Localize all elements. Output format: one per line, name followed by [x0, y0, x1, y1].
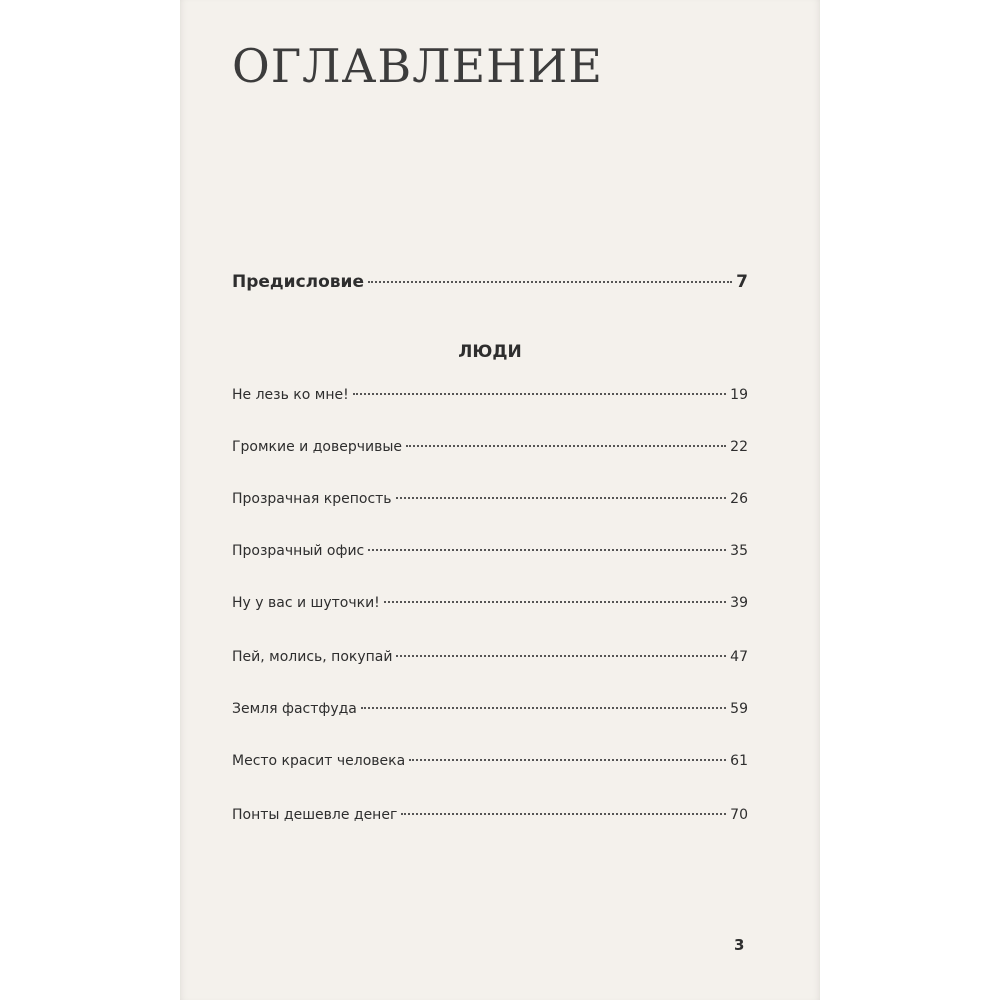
dot-leader	[384, 601, 726, 603]
toc-entry	[232, 590, 748, 616]
toc-entry	[232, 644, 748, 670]
dot-leader	[396, 655, 726, 657]
toc-entry-page: 7	[736, 272, 748, 292]
toc-heading: ОГЛАВЛЕНИЕ	[232, 39, 603, 93]
toc-entry-title: Громкие и доверчивые	[232, 439, 403, 455]
toc-entry-title: Предисловие	[232, 272, 364, 292]
dot-leader	[409, 759, 726, 761]
dot-leader	[401, 813, 726, 815]
toc-entry-title: Прозрачный офис	[232, 543, 365, 559]
toc-entry	[232, 696, 748, 722]
toc-entry-title: Не лезь ко мне!	[232, 387, 349, 403]
toc-entry	[232, 434, 748, 460]
toc-entry-title: Место красит человека	[232, 753, 406, 769]
toc-entry-page: 47	[730, 649, 748, 665]
toc-entry	[232, 538, 748, 564]
toc-entry-page: 61	[730, 753, 748, 769]
toc-entry	[232, 486, 748, 512]
toc-entry-page: 26	[730, 491, 748, 507]
toc-entry-page: 59	[730, 701, 748, 717]
toc-entry	[232, 802, 748, 828]
page-number: 3	[734, 936, 745, 954]
dot-leader	[368, 281, 732, 283]
toc-entry-preface	[232, 268, 748, 296]
toc-entry-page: 22	[730, 439, 748, 455]
toc-entry-title: Прозрачная крепость	[232, 491, 392, 507]
dot-leader	[368, 549, 726, 551]
toc-entry	[232, 382, 748, 408]
toc-entry	[232, 748, 748, 774]
toc-entry-page: 39	[730, 595, 748, 611]
toc-entry-page: 70	[730, 807, 748, 823]
toc-entry-title: Земля фастфуда	[232, 701, 357, 717]
dot-leader	[361, 707, 726, 709]
toc-entry-title: Пей, молись, покупай	[232, 649, 393, 665]
toc-entry-page: 19	[730, 387, 748, 403]
section-heading: ЛЮДИ	[458, 342, 522, 362]
toc-entry-page: 35	[730, 543, 748, 559]
toc-entry-title: Понты дешевле денег	[232, 807, 398, 823]
dot-leader	[396, 497, 727, 499]
dot-leader	[353, 393, 726, 395]
toc-entry-title: Ну у вас и шуточки!	[232, 595, 380, 611]
dot-leader	[406, 445, 726, 447]
